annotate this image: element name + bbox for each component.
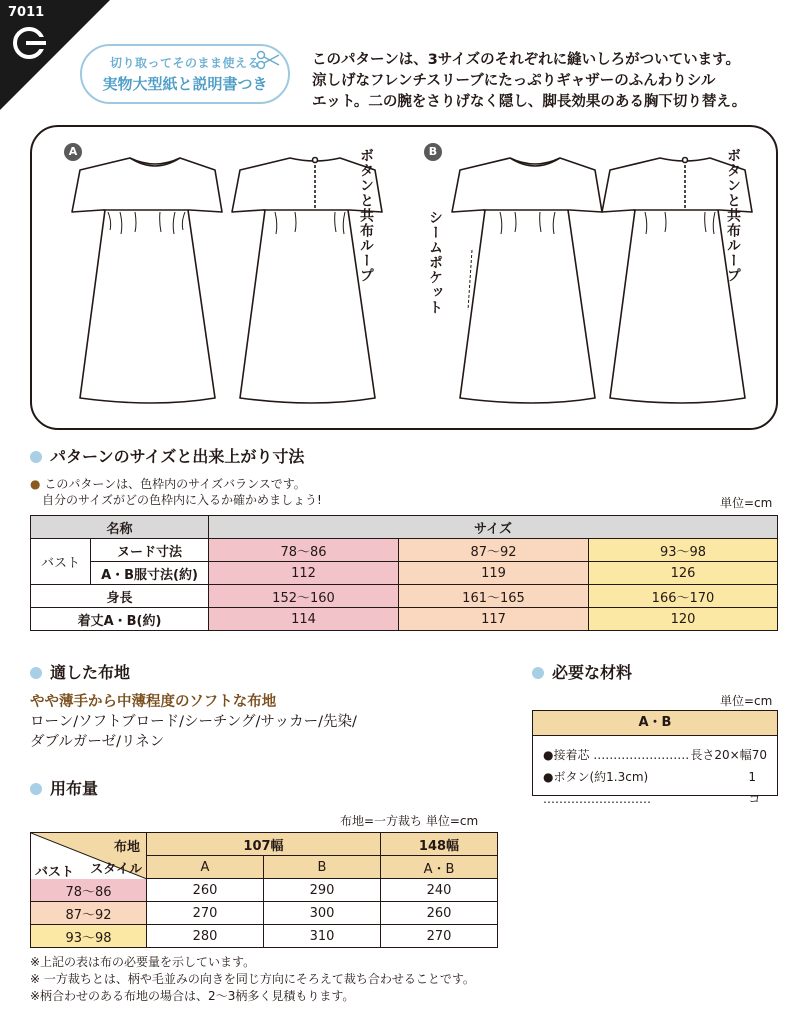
yardage-cell: 260 (381, 902, 498, 925)
size-head-size: サイズ (209, 516, 778, 539)
label-button-loop-b: ボタンと共布ループ (725, 148, 741, 283)
yardage-unit: 布地=一方裁ち 単位=cm (340, 814, 479, 828)
size-cell: 112 (209, 562, 399, 585)
yardage-cell: 240 (381, 879, 498, 902)
size-unit: 単位=cm (720, 496, 773, 510)
size-cell: 119 (399, 562, 589, 585)
style-header: A (147, 856, 264, 879)
bullet-dot-icon (30, 783, 42, 795)
intro-text (312, 50, 792, 113)
fabric-section-title: 適した布地 (30, 660, 130, 683)
size-cell: 93〜98 (589, 539, 778, 562)
material-value: 長さ20×幅70 (690, 748, 767, 762)
materials-table (532, 710, 778, 806)
size-head-name: 名称 (31, 516, 209, 539)
size-cell: 126 (589, 562, 778, 585)
bust-size-cell: 93〜98 (31, 925, 147, 948)
dress-a-front (72, 158, 222, 403)
bullet-dot-icon (532, 667, 544, 679)
intro-line: このパターンは、3サイズのそれぞれに縫いしろがついています。 (312, 52, 740, 68)
fabric-subtitle: やや薄手から中薄程度のソフトな布地 (30, 694, 277, 710)
bullet-dot-icon (30, 451, 42, 463)
yardage-cell: 310 (264, 925, 381, 948)
yardage-section-title: 用布量 (30, 776, 98, 799)
bust-size-cell: 78〜86 (31, 879, 147, 902)
size-cell: 114 (209, 608, 399, 631)
dress-illustrations (60, 140, 760, 420)
yardage-cell: 290 (264, 879, 381, 902)
label-button-loop-a: ボタンと共布ループ (358, 148, 374, 283)
yardage-cell: 270 (147, 902, 264, 925)
corner-fabric: 布地 (113, 840, 140, 855)
size-cell: 152〜160 (209, 585, 399, 608)
materials-section-title: 必要な材料 (532, 660, 632, 683)
materials-head: A・B (532, 710, 778, 736)
yardage-cell: 260 (147, 879, 264, 902)
badge-line1: 切り取ってそのまま使える (109, 56, 260, 70)
badge-line2: 実物大型紙と説明書つき (102, 75, 268, 93)
fabric-line: ローン/ソフトブロード/シーチング/サッカー/先染/ (30, 714, 357, 730)
bust-label: バスト (31, 539, 91, 585)
size-cell: 120 (589, 608, 778, 631)
row-label: ヌード寸法 (91, 539, 209, 562)
bust-size-cell: 87〜92 (31, 902, 147, 925)
brand-logo-icon (12, 26, 46, 60)
corner-bust: バスト (35, 865, 75, 880)
size-table (30, 515, 778, 631)
size-section-title: パターンのサイズと出来上がり寸法 (30, 444, 304, 467)
corner-style: スタイル (90, 862, 142, 877)
size-note-line1: このパターンは、色枠内のサイズバランスです。 (44, 477, 306, 491)
yardage-cell: 270 (381, 925, 498, 948)
width-148-header: 148幅 (381, 833, 498, 856)
row-label: A・B服寸法(約) (91, 562, 209, 585)
size-note: ● このパターンは、色枠内のサイズバランスです。 自分のサイズがどの色枠内に入るか確かめましょう! (30, 477, 322, 507)
fabric-line: ダブルガーゼ/リネン (30, 734, 165, 750)
size-cell: 161〜165 (399, 585, 589, 608)
yardage-table (30, 832, 498, 948)
note-line: ※柄合わせのある布地の場合は、2〜3柄多く見積もります。 (30, 989, 355, 1003)
pattern-number: 7011 (8, 5, 45, 20)
style-header: A・B (381, 856, 498, 879)
row-label: 着丈A・B(約) (31, 608, 209, 631)
size-cell: 117 (399, 608, 589, 631)
width-107-header: 107幅 (147, 833, 381, 856)
style-a-badge: A (64, 143, 82, 161)
material-item (543, 744, 767, 766)
scissors-icon (256, 50, 280, 70)
dress-b-front (452, 158, 602, 403)
material-item (543, 766, 767, 810)
size-note-line2: 自分のサイズがどの色枠内に入るか確かめましょう! (42, 493, 322, 507)
fabric-list (30, 712, 357, 752)
intro-line: エット。二の腕をさりげなく隠し、脚長効果のある胸下切り替え。 (312, 94, 747, 110)
size-cell: 87〜92 (399, 539, 589, 562)
materials-body (532, 736, 778, 806)
materials-unit: 単位=cm (720, 694, 773, 708)
note-line: ※ 一方裁ちとは、柄や毛並みの向きを同じ方向にそろえて裁ち合わせることです。 (30, 972, 475, 986)
row-label: 身長 (31, 585, 209, 608)
material-name: ●ボタン(約1.3cm) ……………………… (543, 770, 651, 806)
label-seam-pocket: シームポケット (427, 210, 443, 315)
bullet-dot-icon (30, 667, 42, 679)
note-line: ※上記の表は布の必要量を示しています。 (30, 955, 256, 969)
yardage-cell: 300 (264, 902, 381, 925)
intro-line: 涼しげなフレンチスリーブにたっぷりギャザーのふんわりシル (312, 73, 716, 89)
size-cell: 78〜86 (209, 539, 399, 562)
yardage-cell: 280 (147, 925, 264, 948)
size-cell: 166〜170 (589, 585, 778, 608)
yardage-notes (30, 954, 475, 1005)
style-b-badge: B (424, 143, 442, 161)
material-name: ●接着芯 …………………… (543, 748, 690, 762)
material-value: 1コ (748, 770, 761, 806)
style-header: B (264, 856, 381, 879)
yardage-corner (31, 833, 147, 879)
